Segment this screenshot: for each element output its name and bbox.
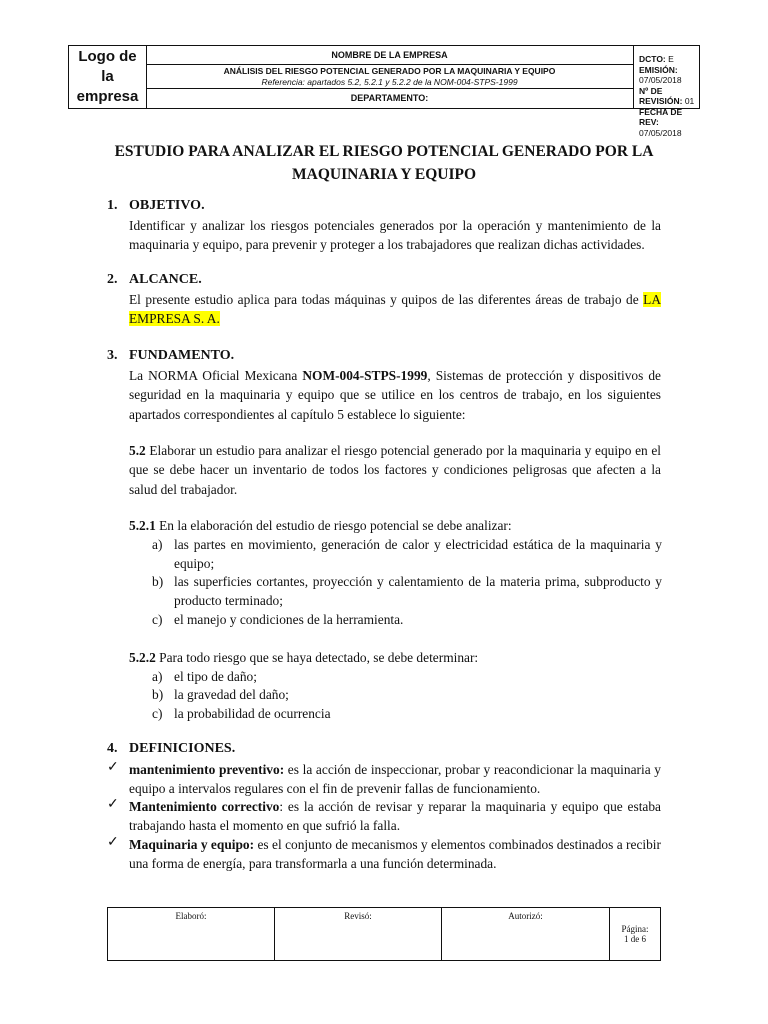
- section-number: 3.: [107, 348, 118, 363]
- definition-item: [129, 797, 661, 836]
- title-line: ESTUDIO PARA ANALIZAR EL RIESGO POTENCIAL GENERADO POR LA: [114, 143, 654, 160]
- emision-row: [639, 65, 699, 86]
- list-marker: c): [152, 706, 163, 721]
- company-name: NOMBRE DE LA EMPRESA: [146, 46, 633, 65]
- alcance-text: [129, 290, 661, 329]
- fundamento-text: [129, 366, 661, 424]
- department-label: DEPARTAMENTO:: [350, 93, 429, 103]
- definition-item: [129, 835, 661, 874]
- section-heading-objetivo: [107, 198, 205, 214]
- company-logo-placeholder: [69, 46, 147, 108]
- definition-term: Mantenimiento correctivo: [129, 799, 280, 814]
- list-marker: b): [152, 687, 164, 702]
- revision-label: Nº DE REVISIÓN:: [639, 85, 683, 106]
- list-text: el tipo de daño;: [174, 669, 257, 684]
- dcto-label: DCTO:: [639, 54, 666, 64]
- section-number: 2.: [107, 272, 118, 287]
- section-title: OBJETIVO.: [129, 198, 205, 213]
- dcto-row: [639, 54, 699, 65]
- section-title: FUNDAMENTO.: [129, 348, 235, 363]
- section-title: ALCANCE.: [129, 272, 202, 287]
- section-heading-alcance: [107, 272, 202, 288]
- definition-text: es la acción de inspeccionar, probar y reacondicionar la maquinaria y equipo a intervalos regulares con el fin de prevenir fallas de funcionamiento.: [129, 762, 661, 797]
- clause-number: 5.2: [129, 443, 146, 458]
- fecha-rev-label: FECHA DE REV:: [639, 106, 683, 127]
- title-line: MAQUINARIA Y EQUIPO: [292, 166, 476, 183]
- revision-value: 01: [682, 96, 695, 106]
- logo-line: Logo de: [78, 48, 137, 65]
- emision-label: EMISIÓN:: [639, 64, 678, 75]
- fecha-rev-value: 07/05/2018: [639, 127, 682, 138]
- section-heading-fundamento: [107, 348, 235, 364]
- clause-5-2-1: [129, 516, 661, 535]
- list-text: la probabilidad de ocurrencia: [174, 706, 331, 721]
- logo-line: empresa: [76, 88, 139, 105]
- list-text: las superficies cortantes, proyección y calentamiento de la materia prima, subproducto y producto terminado;: [174, 574, 662, 609]
- list-marker: a): [152, 537, 163, 552]
- revision-row: [639, 86, 699, 107]
- page-value: 1 de 6: [624, 934, 646, 944]
- fundamento-text-a: La NORMA Oficial Mexicana: [129, 368, 303, 383]
- fecha-rev-row: [639, 107, 699, 139]
- section-number: 4.: [107, 741, 118, 756]
- list-text: la gravedad del daño;: [174, 687, 289, 702]
- checkmark-icon: ✓: [107, 835, 119, 850]
- clause-5-2: [129, 441, 661, 499]
- alcance-body: El presente estudio aplica para todas máquinas y quipos de las diferentes áreas de trabajo de: [129, 292, 644, 307]
- norm-reference: NOM-004-STPS-1999: [302, 368, 428, 383]
- definition-term: Maquinaria y equipo:: [129, 837, 255, 852]
- section-number: 1.: [107, 198, 118, 213]
- clause-text: Para todo riesgo que se haya detectado, se debe determinar:: [155, 650, 479, 665]
- definition-item: [129, 760, 661, 799]
- header-doc-title: ANÁLISIS DEL RIESGO POTENCIAL GENERADO POR LA MAQUINARIA Y EQUIPO: [223, 66, 556, 76]
- reviso-cell: [275, 908, 442, 960]
- signature-table: [107, 907, 661, 961]
- list-marker: c): [152, 612, 163, 627]
- definition-text: es el conjunto de mecanismos y elementos combinados destinados a recibir una forma de energía, para transformarla a una función determinada.: [129, 837, 661, 872]
- checkmark-icon: ✓: [107, 760, 119, 775]
- company-highlight: LA EMPRESA S. A.: [129, 292, 661, 327]
- clause-text: Elaborar un estudio para analizar el riesgo potencial generado por la maquinaria y equipo en el que se debe hacer un inventario de todos los factores y condiciones peligrosas que afecten a la salud del trabajador.: [129, 443, 661, 497]
- section-title: DEFINICIONES.: [129, 741, 236, 756]
- clause-number: 5.2.2: [129, 650, 156, 665]
- document-title-cell: [146, 64, 633, 89]
- emision-value: 07/05/2018: [639, 75, 682, 85]
- section-heading-definiciones: [107, 741, 236, 757]
- list-text: las partes en movimiento, generación de calor y electricidad estática de la maquinaria y equipo;: [174, 537, 662, 572]
- list-text: el manejo y condiciones de la herramienta.: [174, 612, 404, 627]
- definition-term: mantenimiento preventivo:: [129, 762, 285, 777]
- header-reference: Referencia: apartados 5.2, 5.2.1 y 5.2.2 de la NOM-004-STPS-1999: [261, 77, 518, 87]
- dcto-value: E: [665, 54, 674, 64]
- objetivo-text: Identificar y analizar los riesgos potenciales generados por la operación y mantenimiento de la maquinaria y equipo, para prevenir y proteger a los trabajadores que realizan dichas actividades.: [129, 218, 661, 253]
- logo-line: la: [101, 68, 114, 85]
- checkmark-icon: ✓: [107, 797, 119, 812]
- elaboro-label: Elaboró:: [175, 911, 207, 921]
- definition-text: : es la acción de revisar y reparar la maquinaria y equipo que estaba trabajando hasta el momento en que sufrió la falla.: [129, 799, 661, 834]
- document-header: [68, 45, 700, 138]
- header-doc-info: [633, 46, 699, 138]
- page-number-cell: [610, 908, 660, 960]
- list-marker: a): [152, 669, 163, 684]
- clause-5-2-2: [129, 648, 661, 667]
- autorizo-label: Autorizó:: [508, 911, 543, 921]
- elaboro-cell: [108, 908, 275, 960]
- page-label: Página:: [621, 924, 649, 934]
- clause-text: En la elaboración del estudio de riesgo potencial se debe analizar:: [155, 518, 512, 533]
- fundamento-text-c: , Sistemas de protección y dispositivos de seguridad en la maquinaria y equipo que se utilice en los centros de trabajo, en los siguientes apartados correspondientes al capítulo 5 establece lo siguiente:: [129, 368, 661, 422]
- reviso-label: Revisó:: [344, 911, 372, 921]
- list-marker: b): [152, 574, 164, 589]
- clause-number: 5.2.1: [129, 518, 156, 533]
- header-center: [146, 46, 634, 108]
- autorizo-cell: [442, 908, 610, 960]
- document-title: [80, 140, 688, 186]
